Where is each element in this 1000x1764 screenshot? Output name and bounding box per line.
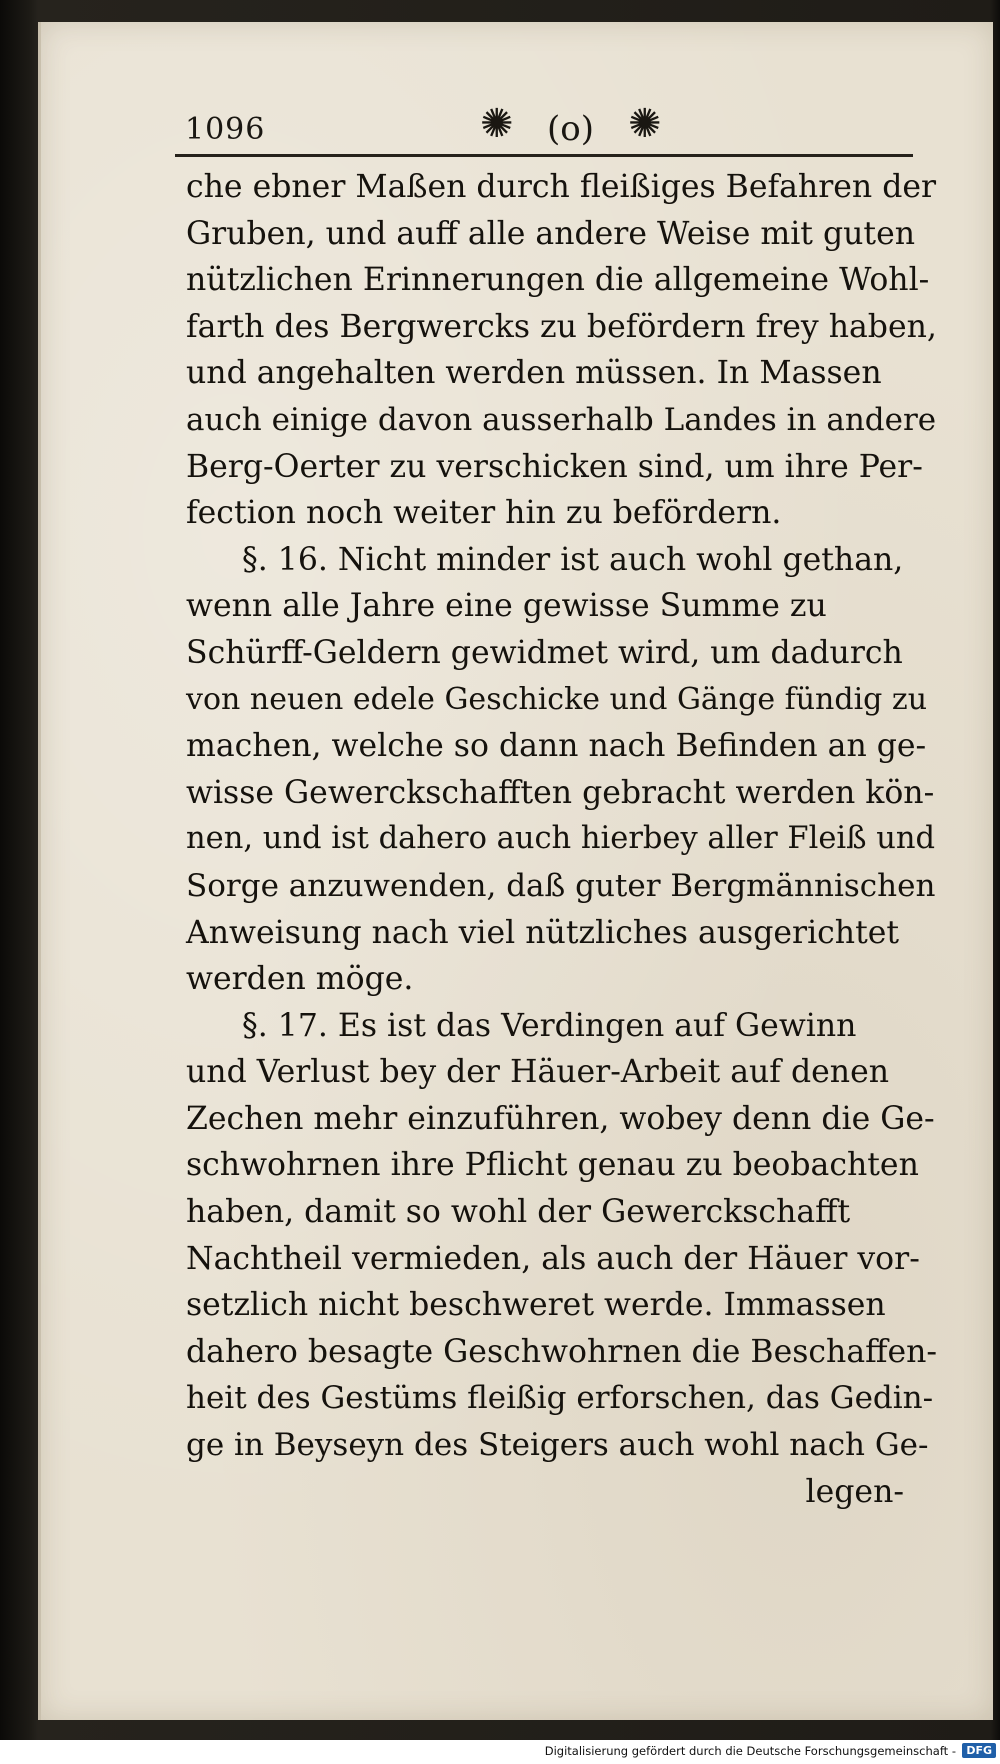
text-line: wenn alle Jahre eine gewisse Summe zu bbox=[186, 588, 827, 625]
text-line: Sorge anzuwenden, daß guter Bergmännischen bbox=[186, 867, 936, 904]
text-line: fection noch weiter hin zu befördern. bbox=[186, 495, 782, 532]
text-line: und angehalten werden müssen. In Massen bbox=[186, 355, 882, 392]
text-line: auch einige davon ausserhalb Landes in andere bbox=[186, 401, 937, 438]
text-line: setzlich nicht beschweret werde. Immassen bbox=[186, 1287, 886, 1324]
text-line: schwohrnen ihre Pflicht genau zu beobachten bbox=[186, 1147, 919, 1184]
paragraph-16-start: §. 16. Nicht minder ist auch wohl gethan, bbox=[242, 541, 904, 578]
text-line: von neuen edele Geschicke und Gänge fündig zu bbox=[186, 681, 928, 717]
text-line: farth des Bergwercks zu befördern frey haben, bbox=[186, 308, 937, 345]
digitization-footer bbox=[0, 1740, 1000, 1764]
page-body bbox=[186, 164, 938, 1515]
text-line: heit des Gestüms fleißig erforschen, das Gedin- bbox=[186, 1380, 934, 1417]
flower-ornament-icon: ✺ bbox=[628, 101, 662, 147]
funding-credit: Digitalisierung gefördert durch die Deutsche Forschungsgemeinschaft - bbox=[544, 1744, 956, 1758]
text-line: nen, und ist dahero auch hierbey aller Fleiß und bbox=[186, 821, 936, 857]
page-header bbox=[150, 92, 910, 156]
text-line: haben, damit so wohl der Gewerckschafft bbox=[186, 1194, 851, 1231]
text-line: Gruben, und auff alle andere Weise mit guten bbox=[186, 215, 916, 252]
dfg-logo: DFG bbox=[962, 1743, 996, 1758]
text-line: machen, welche so dann nach Befinden an ge- bbox=[186, 728, 927, 765]
text-line: Nachtheil vermieden, als auch der Häuer vor- bbox=[186, 1240, 920, 1277]
catchword: legen- bbox=[805, 1473, 904, 1510]
page-number: 1096 bbox=[185, 112, 266, 147]
paragraph-17-start: §. 17. Es ist das Verdingen auf Gewinn bbox=[242, 1007, 857, 1044]
header-mark: (o) bbox=[547, 109, 594, 149]
text-line: wisse Gewerckschafften gebracht werden kön- bbox=[186, 774, 935, 811]
text-line: werden möge. bbox=[186, 961, 414, 998]
flower-ornament-icon: ✺ bbox=[480, 101, 514, 147]
header-rule bbox=[175, 154, 913, 157]
text-line: und Verlust bey der Häuer-Arbeit auf denen bbox=[186, 1054, 889, 1091]
text-line: Schürff-Geldern gewidmet wird, um dadurch bbox=[186, 634, 903, 671]
text-line: nützlichen Erinnerungen die allgemeine Wohl- bbox=[186, 262, 930, 299]
text-line: che ebner Maßen durch fleißiges Befahren der bbox=[186, 169, 937, 205]
text-line: ge in Beyseyn des Steigers auch wohl nach Ge- bbox=[186, 1427, 929, 1464]
text-line: Zechen mehr einzuführen, wobey denn die Ge- bbox=[186, 1100, 935, 1137]
text-line: Anweisung nach viel nützliches ausgerichtet bbox=[186, 914, 900, 951]
text-line: dahero besagte Geschwohrnen die Beschaffen- bbox=[186, 1333, 938, 1370]
text-line: Berg-Oerter zu verschicken sind, um ihre Per- bbox=[186, 448, 923, 485]
